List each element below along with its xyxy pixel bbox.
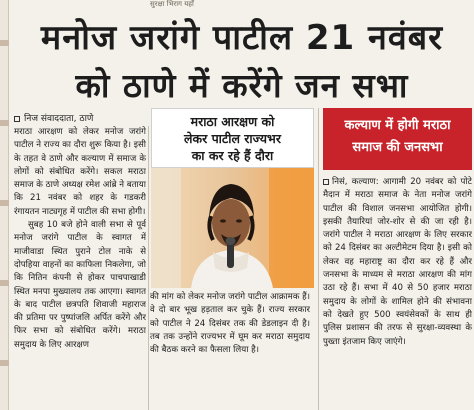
photo-caption-line-2: लेकर पाटील राज्यभर	[184, 131, 281, 146]
sidebar-headline-box	[323, 108, 472, 170]
column-divider	[148, 126, 149, 410]
column-divider	[318, 108, 319, 410]
photo-caption	[151, 108, 314, 168]
adjacent-column-strip	[0, 0, 9, 410]
news-photo	[151, 168, 314, 288]
byline-text: निज संवाददाता, ठाणे	[24, 114, 94, 124]
article-paragraph: सुबह 10 बजे होने वाली सभा से पूर्व मनोज जरांगे पाटील के स्वागत में माजीवाडा स्थित पुराने टोल नाके से दोपहिया वाहनों का काफिला निकलेगा, जो कि नितिन कंपनी से होकर पाचपाखाडी स्थित मनपा मुख्यालय तक आएगा। स्वागत के बाद पाटील छत्रपति शिवाजी महाराज की प्रतिमा पर पुष्पांजलि अर्पित करेंगे और फिर सभा को संबोधित करेंगे। मराठा समुदाय के लिए आरक्षण	[14, 220, 146, 350]
speaker-photo-illustration	[151, 168, 314, 288]
article-paragraph: निसं, कल्याण: आगामी 20 नवंबर को पोटे मैदान में मराठा समाज के नेता मनोज जरांगे पाटील की विशाल जनसभा आयोजित होगी। इसकी तैयारियां जोर-शोर से की जा रही है। जरांगे पाटील ने मराठा आरक्षण के लिए सरकार को 24 दिसंबर का अल्टीमेटम दिया है। इसी को लेकर वह महाराष्ट्र का दौरा कर रहे हैं और जनसभा के माध्यम से मराठा आरक्षण की मांग उठा रहे हैं। सभा में 40 से 50 हजार मराठा समुदाय के लोगों के शामिल होने की संभावना को देखते हुए 500 स्वयंसेवकों के साथ ही पुलिस प्रशासन की तरफ से सुरक्षा-व्यवस्था के पुख्ता इंतजाम किए जाएंगे।	[323, 177, 472, 347]
square-bullet-icon	[14, 116, 20, 122]
photo-block	[151, 108, 314, 288]
article-paragraph: की मांग को लेकर मनोज जरांगे पाटील आक्रामक हैं। वे दो बार भूख हड़ताल कर चुके हैं। राज्य सरकार को पाटील ने 24 दिसंबर तक की डेडलाइन दी है। तब तक उन्होंने राज्यभर में घूम कर मराठा समुदाय की बैठक करने का फैसला लिया है।	[150, 292, 310, 356]
photo-caption-line-3: का कर रहे हैं दौरा	[191, 148, 274, 163]
byline	[14, 112, 93, 126]
article-paragraph: मराठा आरक्षण को लेकर मनोज जरांगे पाटील ने राज्य का दौरा शुरू किया है। इसी के तहत वे ठाणे और कल्याण में समाज के लोगों को संबोधित करेंगे। सकल मराठा समाज के ठाणे अध्यक्ष रमेश आंब्रे ने बताया कि 21 नवंबर को शहर के गडकरी रंगायतन नाट्यगृह में पाटील की सभा होगी।	[14, 127, 146, 217]
headline-line-1: मनोज जरांगे पाटील 21 नवंबर	[40, 18, 444, 58]
photo-caption-line-1: मराठा आरक्षण को	[190, 114, 275, 129]
headline	[12, 10, 472, 112]
sidebar-headline-line-2: समाज की जनसभा	[352, 140, 443, 155]
article-column-right	[323, 176, 472, 410]
square-bullet-icon	[323, 179, 329, 185]
headline-line-2: को ठाणे में करेंगे जन सभा	[75, 66, 409, 105]
article-column-left	[14, 126, 146, 410]
article-column-mid	[150, 291, 310, 410]
masthead-strip: सुरक्षा भिराग यहाँ	[150, 0, 194, 8]
sidebar-headline-line-1: कल्याण में होगी मराठा	[344, 118, 451, 133]
